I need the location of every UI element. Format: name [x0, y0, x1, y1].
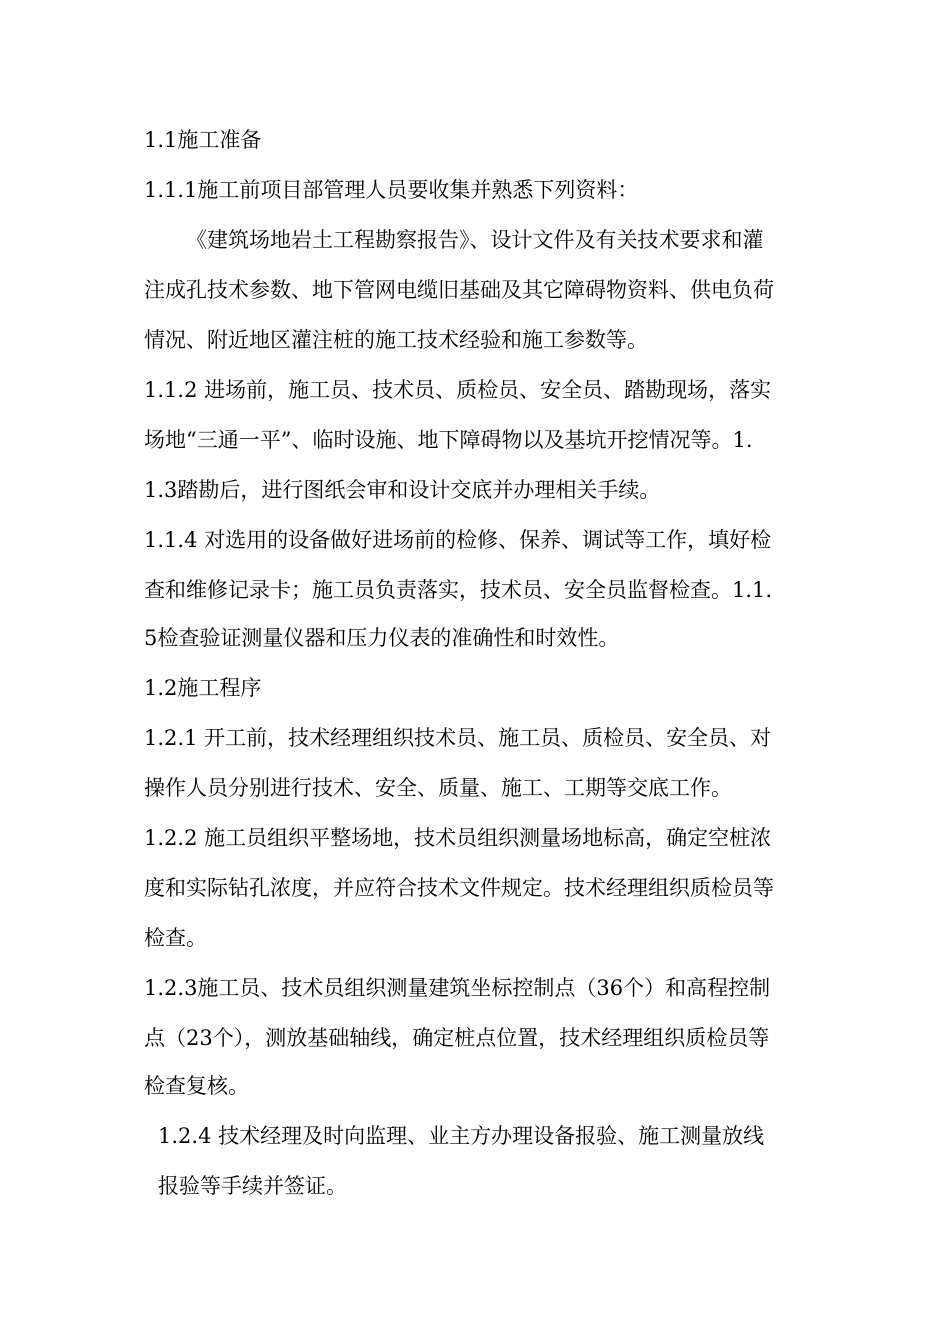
- paragraph-1-2-4-line-2: 报验等手续并签证。: [158, 1174, 347, 1198]
- paragraph-1-1-3-line: 1.3踏勘后，进行图纸会审和设计交底并办理相关手续。: [144, 478, 661, 502]
- paragraph-1-1-4-line-2: 查和维修记录卡；施工员负责落实，技术员、安全员监督检查。1.1.: [144, 578, 773, 602]
- paragraph-1-2-3-line-1: 1.2.3施工员、技术员组织测量建筑坐标控制点（36个）和高程控制: [144, 976, 771, 1000]
- paragraph-1-2-2-line-3: 检查。: [144, 926, 207, 950]
- paragraph-1-2-4-line-1: 1.2.4 技术经理及时向监理、业主方办理设备报验、施工测量放线: [158, 1124, 765, 1148]
- paragraph-materials-line-2: 注成孔技术参数、地下管网电缆旧基础及其它障碍物资料、供电负荷: [144, 278, 774, 302]
- paragraph-1-2-2-line-1: 1.2.2 施工员组织平整场地，技术员组织测量场地标高，确定空桩浓: [144, 826, 772, 850]
- paragraph-1-2-1-line-1: 1.2.1 开工前，技术经理组织技术员、施工员、质检员、安全员、对: [144, 726, 772, 750]
- section-heading-1-1: 1.1施工准备: [144, 128, 262, 152]
- paragraph-1-2-3-line-2: 点（23个），测放基础轴线，确定桩点位置，技术经理组织质检员等: [144, 1026, 770, 1050]
- paragraph-1-1-2-line-2: 场地“三通一平”、临时设施、地下障碍物以及基坑开挖情况等。1.: [144, 428, 753, 452]
- paragraph-1-1-5-line: 5检查验证测量仪器和压力仪表的准确性和时效性。: [144, 626, 620, 650]
- paragraph-materials-line-1: 《建筑场地岩土工程勘察报告》、设计文件及有关技术要求和灌: [186, 228, 764, 252]
- paragraph-1-2-2-line-2: 度和实际钻孔浓度，并应符合技术文件规定。技术经理组织质检员等: [144, 876, 774, 900]
- paragraph-1-2-1-line-2: 操作人员分别进行技术、安全、质量、施工、工期等交底工作。: [144, 776, 732, 800]
- paragraph-1-2-3-line-3: 检查复核。: [144, 1074, 249, 1098]
- paragraph-1-1-1-line: 1.1.1施工前项目部管理人员要收集并熟悉下列资料：: [144, 178, 639, 202]
- section-heading-1-2: 1.2施工程序: [144, 676, 262, 700]
- paragraph-1-1-2-line-1: 1.1.2 进场前，施工员、技术员、质检员、安全员、踏勘现场，落实: [144, 378, 772, 402]
- paragraph-materials-line-3: 情况、附近地区灌注桩的施工技术经验和施工参数等。: [144, 328, 648, 352]
- paragraph-1-1-4-line-1: 1.1.4 对选用的设备做好进场前的检修、保养、调试等工作，填好检: [144, 528, 772, 552]
